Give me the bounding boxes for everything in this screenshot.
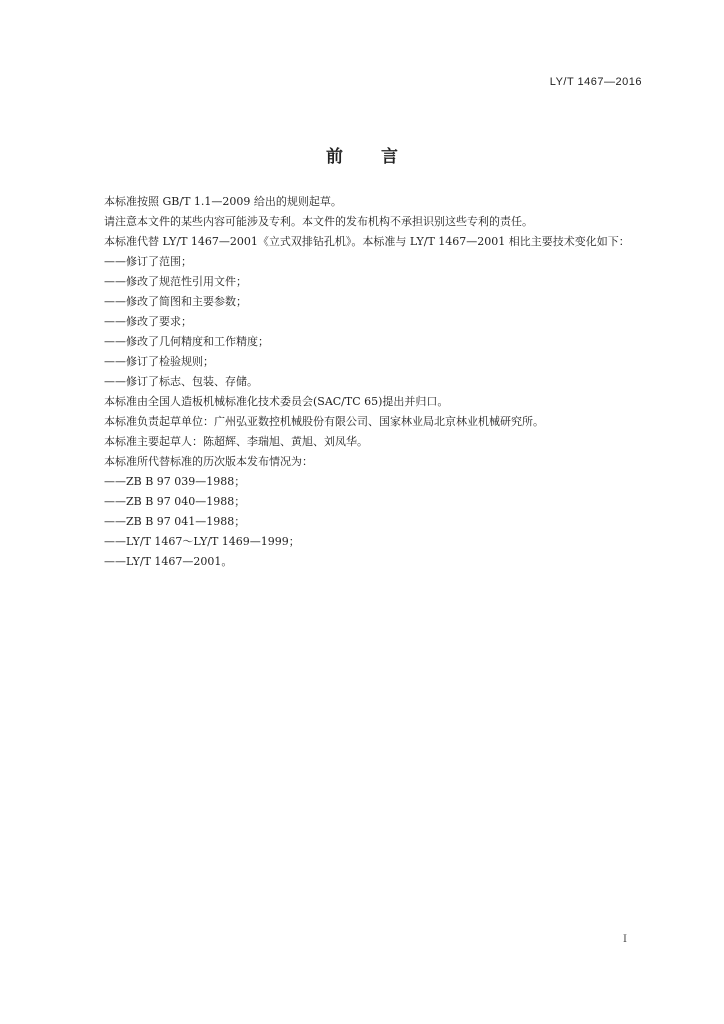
paragraph-patent-notice: 请注意本文件的某些内容可能涉及专利。本文件的发布机构不承担识别这些专利的责任。	[104, 215, 533, 228]
list-item: ——ZB B 97 040—1988；	[104, 495, 246, 508]
paragraph-drafting-rules: 本标准按照 GB/T 1.1—2009 给出的规则起草。	[104, 195, 342, 208]
list-item: ——ZB B 97 041—1988；	[104, 515, 246, 528]
paragraph-drafting-units: 本标准负责起草单位：广州弘亚数控机械股份有限公司、国家林业局北京林业机械研究所。	[104, 415, 544, 428]
document-body	[82, 192, 644, 572]
list-item: ——修订了范围；	[104, 255, 192, 268]
list-item: ——修改了几何精度和工作精度；	[104, 335, 269, 348]
list-item: ——LY/T 1467—2001。	[104, 555, 233, 568]
list-item: ——修改了简图和主要参数；	[104, 295, 247, 308]
paragraph-history-intro: 本标准所代替标准的历次版本发布情况为：	[104, 455, 313, 468]
list-item: ——LY/T 1467～LY/T 1469—1999；	[104, 535, 300, 548]
list-item: ——修订了检验规则；	[104, 355, 214, 368]
page-number: I	[623, 934, 627, 945]
paragraph-drafters: 本标准主要起草人：陈超辉、李瑞旭、黄旭、刘凤华。	[104, 435, 368, 448]
standard-code: LY/T 1467—2016	[549, 76, 642, 88]
list-item: ——修改了要求；	[104, 315, 192, 328]
list-item: ——修订了标志、包装、存储。	[104, 375, 258, 388]
list-item: ——修改了规范性引用文件；	[104, 275, 247, 288]
list-item: ——ZB B 97 039—1988；	[104, 475, 246, 488]
history-list	[82, 472, 644, 572]
paragraph-replacement: 本标准代替 LY/T 1467—2001《立式双排钻孔机》。本标准与 LY/T 1467—2001 相比主要技术变化如下：	[104, 235, 630, 248]
page-title: 前言	[326, 147, 436, 167]
paragraph-proposer: 本标准由全国人造板机械标准化技术委员会(SAC/TC 65)提出并归口。	[104, 395, 449, 408]
changes-list	[82, 252, 644, 392]
